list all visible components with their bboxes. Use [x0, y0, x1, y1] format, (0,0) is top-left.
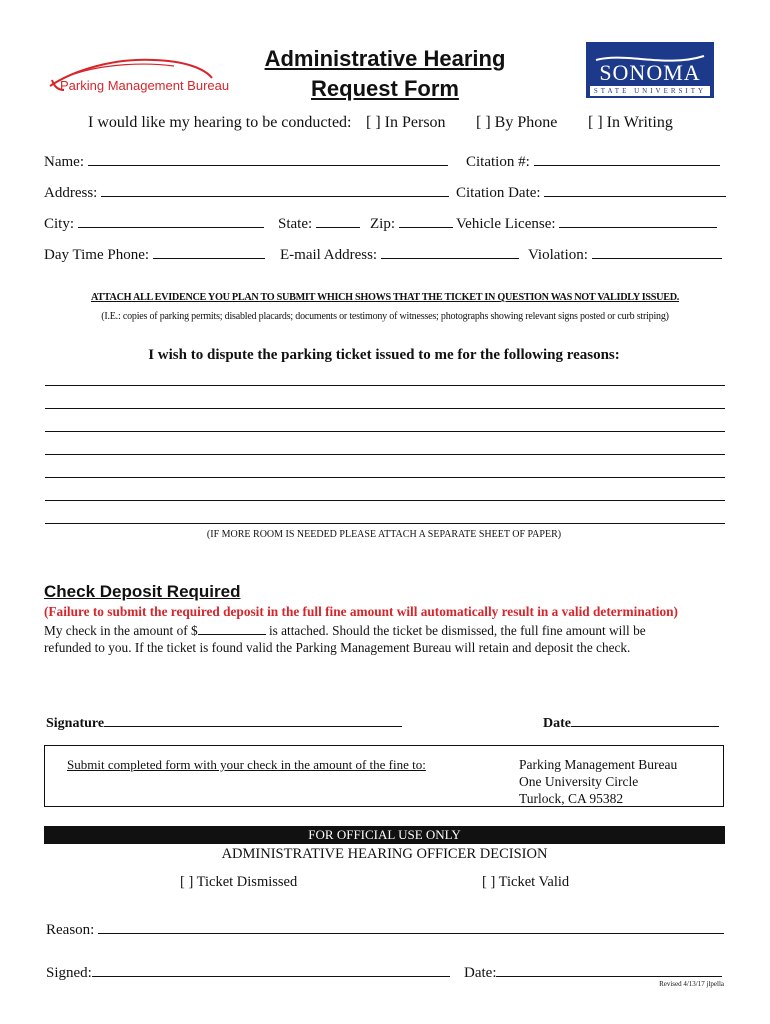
day-phone-input[interactable] [153, 244, 265, 259]
violation-label: Violation: [528, 247, 588, 263]
reason-line-1[interactable] [45, 385, 725, 386]
signature-label: Signature [46, 716, 105, 731]
reason-line-3[interactable] [45, 431, 725, 432]
vehicle-license-input[interactable] [559, 213, 717, 228]
vehicle-license-label: Vehicle License: [456, 216, 556, 232]
address-line-2: One University Circle [519, 774, 639, 789]
name-field [44, 151, 448, 171]
mailing-address [519, 756, 677, 807]
title-line-1: Administrative Hearing [264, 46, 506, 71]
address-line-3: Turlock, CA 95382 [519, 791, 624, 806]
citation-number-field [466, 151, 720, 171]
reason-line-2[interactable] [45, 408, 725, 409]
signed-input[interactable] [92, 962, 450, 977]
official-use-banner [44, 826, 725, 844]
citation-date-field [456, 182, 726, 202]
state-label: State: [278, 216, 313, 232]
signed-field [46, 962, 450, 982]
email-label: E-mail Address: [280, 247, 378, 263]
violation-input[interactable] [592, 244, 722, 259]
deposit-text-after: is attached. Should the ticket be dismissed, the full fine amount will be [265, 623, 646, 638]
revision-note: Revised 4/13/17 jlpella [659, 980, 724, 988]
vehicle-license-field [456, 213, 717, 233]
city-input[interactable] [78, 213, 264, 228]
sonoma-subtitle [590, 86, 710, 96]
ticket-dismissed-checkbox[interactable]: [ ] Ticket Dismissed [180, 874, 298, 890]
signature-input[interactable] [104, 712, 402, 727]
signature-date-input[interactable] [571, 712, 719, 727]
address-field [44, 182, 449, 202]
deposit-text-before: My check in the amount of $ [44, 623, 198, 638]
official-date-label: Date: [464, 965, 497, 981]
deposit-heading: Check Deposit Required [44, 582, 241, 601]
sonoma-wordmark: SONOMA [599, 60, 701, 85]
reason-line-6[interactable] [45, 500, 725, 501]
citation-date-label: Citation Date: [456, 185, 541, 201]
official-use-banner-text: FOR OFFICIAL USE ONLY [308, 827, 461, 842]
signed-label: Signed: [46, 965, 92, 981]
city-field [44, 213, 264, 233]
zip-field [370, 213, 453, 233]
address-line-1: Parking Management Bureau [519, 757, 678, 772]
evidence-note: (I.E.: copies of parking permits; disabled placards; documents or testimony of witnesses; photographs showing relevant signs posted or curb striping) [101, 311, 669, 322]
reason-line-5[interactable] [45, 477, 725, 478]
name-input[interactable] [88, 151, 448, 166]
signature-field [46, 712, 402, 732]
hearing-prompt: I would like my hearing to be conducted: [88, 114, 352, 131]
signature-date-label: Date [543, 716, 571, 731]
email-input[interactable] [381, 244, 519, 259]
name-label: Name: [44, 154, 84, 170]
dispute-heading: I wish to dispute the parking ticket issued to me for the following reasons: [148, 347, 620, 363]
address-label: Address: [44, 185, 98, 201]
hearing-by-phone-checkbox[interactable]: [ ] By Phone [476, 114, 558, 131]
city-label: City: [44, 216, 75, 232]
state-input[interactable] [316, 213, 360, 228]
title-line-2: Request Form [311, 76, 459, 101]
pmb-logo-text: Parking Management Bureau [60, 78, 230, 93]
citation-number-label: Citation #: [466, 154, 530, 170]
reason-line-4[interactable] [45, 454, 725, 455]
email-field [280, 244, 519, 264]
pmb-logo [44, 50, 234, 100]
submit-box [44, 745, 724, 807]
official-date-field [464, 962, 722, 982]
hearing-in-person-checkbox[interactable]: [ ] In Person [366, 114, 446, 131]
zip-label: Zip: [370, 216, 395, 232]
signature-date-field [543, 712, 719, 732]
citation-date-input[interactable] [544, 182, 726, 197]
hearing-in-writing-checkbox[interactable]: [ ] In Writing [588, 114, 673, 131]
reason-label: Reason: [46, 922, 95, 938]
citation-number-input[interactable] [534, 151, 720, 166]
address-input[interactable] [101, 182, 449, 197]
official-date-input[interactable] [496, 962, 722, 977]
submit-instruction: Submit completed form with your check in the amount of the fine to: [67, 757, 426, 772]
deposit-warning: (Failure to submit the required deposit in the full fine amount will automatically result in a valid determination) [44, 604, 678, 619]
page-title [230, 44, 540, 104]
reason-input[interactable] [98, 919, 724, 934]
state-field [278, 213, 360, 233]
officer-decision-heading: ADMINISTRATIVE HEARING OFFICER DECISION [221, 846, 548, 862]
ticket-valid-checkbox[interactable]: [ ] Ticket Valid [482, 874, 570, 890]
sonoma-logo [586, 42, 714, 98]
violation-field [528, 244, 722, 264]
day-phone-field [44, 244, 265, 264]
check-amount-input[interactable] [198, 622, 266, 635]
reason-field [46, 919, 724, 939]
reason-line-7[interactable] [45, 523, 725, 524]
deposit-text-line-2: refunded to you. If the ticket is found valid the Parking Management Bureau will retain and deposit the check. [44, 640, 631, 655]
sonoma-subtitle-text: STATE UNIVERSITY [593, 87, 707, 95]
evidence-heading: ATTACH ALL EVIDENCE YOU PLAN TO SUBMIT WHICH SHOWS THAT THE TICKET IN QUESTION WAS NOT VALIDLY ISSUED. [90, 292, 679, 303]
zip-input[interactable] [399, 213, 453, 228]
deposit-text [44, 622, 646, 639]
day-phone-label: Day Time Phone: [44, 247, 150, 263]
more-room-note: (IF MORE ROOM IS NEEDED PLEASE ATTACH A SEPARATE SHEET OF PAPER) [206, 529, 562, 540]
